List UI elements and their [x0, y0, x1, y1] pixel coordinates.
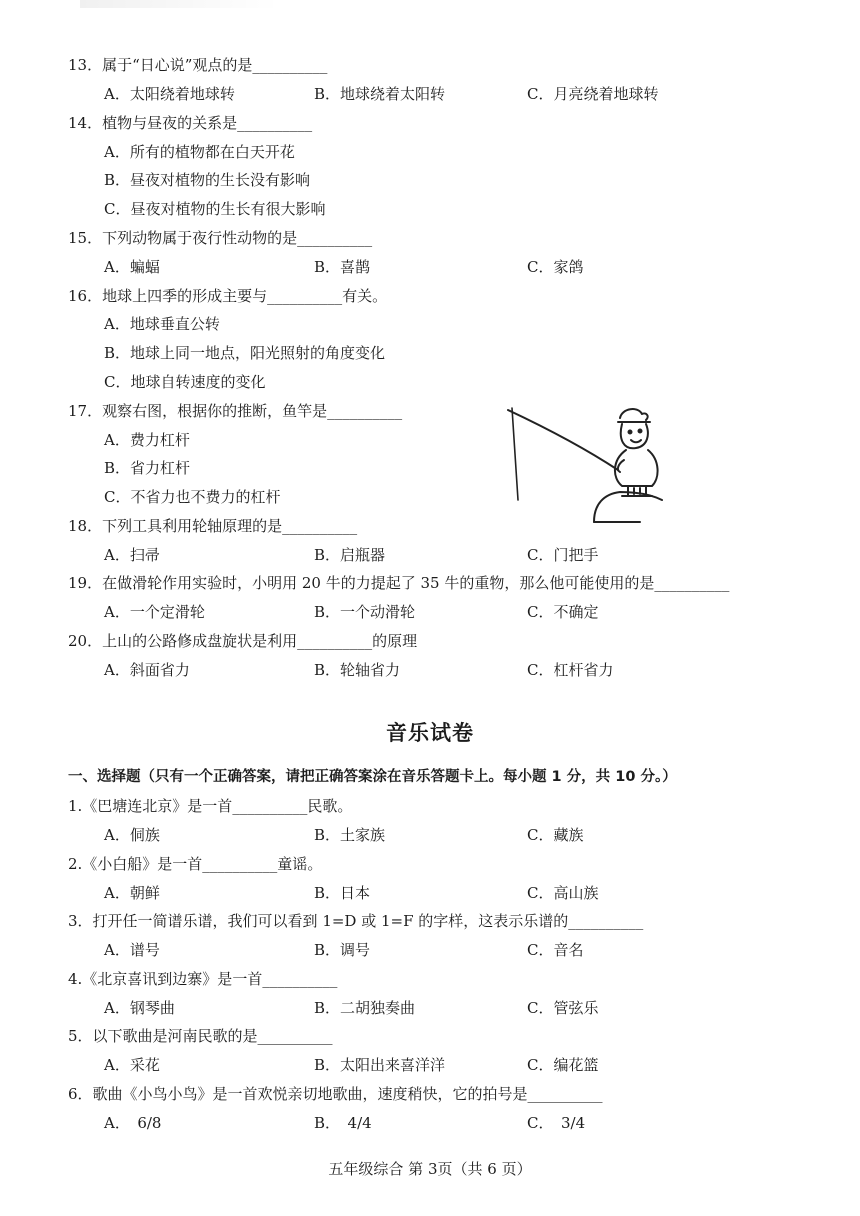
q19-option-c: C．不确定 — [527, 603, 599, 621]
music-q3-option-c: C．音名 — [527, 941, 584, 959]
q14-option-a: A．所有的植物都在白天开花 — [104, 143, 295, 161]
question-18: 18．下列工具利用轮轴原理的是__________ — [68, 517, 358, 535]
music-q2-option-c: C．高山族 — [527, 884, 599, 902]
fishing-figure — [500, 400, 680, 525]
q17-option-a: A．费力杠杆 — [104, 431, 190, 449]
music-question-1: 1.《巴塘连北京》是一首__________民歌。 — [68, 797, 353, 815]
q15-option-b: B．喜鹊 — [314, 258, 371, 276]
music-q6-option-c: C． 3/4 — [527, 1114, 586, 1132]
music-q2-option-a: A．朝鲜 — [104, 884, 160, 902]
music-section-title: 音乐试卷 — [386, 721, 474, 745]
music-section-heading: 一、选择题（只有一个正确答案，请把正确答案涂在音乐答题卡上。每小题 1 分，共 10 分。） — [68, 769, 677, 785]
music-question-2: 2.《小白船》是一首__________童谣。 — [68, 855, 323, 873]
music-q4-option-b: B．二胡独奏曲 — [314, 999, 416, 1017]
q16-option-c: C．地球自转速度的变化 — [104, 373, 266, 391]
q13-option-b: B．地球绕着太阳转 — [314, 85, 446, 103]
question-17: 17．观察右图，根据你的推断，鱼竿是__________ — [68, 402, 403, 420]
q19-option-a: A．一个定滑轮 — [104, 603, 205, 621]
q19-option-b: B．一个动滑轮 — [314, 603, 416, 621]
music-q6-option-b: B． 4/4 — [314, 1114, 372, 1132]
q20-option-a: A．斜面省力 — [104, 661, 190, 679]
q13-option-c: C．月亮绕着地球转 — [527, 85, 659, 103]
music-q4-option-a: A．钢琴曲 — [104, 999, 175, 1017]
page-footer: 五年级综合 第 3页（共 6 页） — [328, 1160, 532, 1178]
q20-option-c: C．杠杆省力 — [527, 661, 614, 679]
music-question-3: 3．打开任一简谱乐谱，我们可以看到 1=D 或 1=F 的字样，这表示乐谱的__________ — [68, 912, 644, 930]
music-q3-option-b: B．调号 — [314, 941, 371, 959]
question-19: 19．在做滑轮作用实验时，小明用 20 牛的力提起了 35 牛的重物，那么他可能使用的是__________ — [68, 574, 730, 592]
music-question-5: 5．以下歌曲是河南民歌的是__________ — [68, 1027, 333, 1045]
music-q5-option-b: B．太阳出来喜洋洋 — [314, 1056, 446, 1074]
q18-option-a: A．扫帚 — [104, 546, 160, 564]
music-question-4: 4.《北京喜讯到边寨》是一首__________ — [68, 970, 338, 988]
music-q6-option-a: A． 6/8 — [104, 1114, 162, 1132]
question-15: 15．下列动物属于夜行性动物的是__________ — [68, 229, 373, 247]
q13-option-a: A．太阳绕着地球转 — [104, 85, 235, 103]
q16-option-b: B．地球上同一地点，阳光照射的角度变化 — [104, 344, 386, 362]
music-q1-option-a: A．侗族 — [104, 826, 160, 844]
question-13: 13．属于“日心说”观点的是__________ — [68, 56, 328, 74]
music-q5-option-c: C．编花篮 — [527, 1056, 599, 1074]
question-20: 20．上山的公路修成盘旋状是利用__________的原理 — [68, 632, 418, 650]
q15-option-a: A．蝙蝠 — [104, 258, 160, 276]
music-q2-option-b: B．日本 — [314, 884, 371, 902]
q20-option-b: B．轮轴省力 — [314, 661, 401, 679]
q16-option-a: A．地球垂直公转 — [104, 315, 220, 333]
scan-smudge — [80, 0, 280, 8]
music-q5-option-a: A．采花 — [104, 1056, 160, 1074]
q18-option-b: B．启瓶器 — [314, 546, 386, 564]
question-14: 14．植物与昼夜的关系是__________ — [68, 114, 313, 132]
q14-option-b: B．昼夜对植物的生长没有影响 — [104, 171, 311, 189]
music-q1-option-b: B．土家族 — [314, 826, 386, 844]
music-q3-option-a: A．谱号 — [104, 941, 160, 959]
q14-option-c: C．昼夜对植物的生长有很大影响 — [104, 200, 326, 218]
q17-option-b: B．省力杠杆 — [104, 459, 191, 477]
q17-option-c: C．不省力也不费力的杠杆 — [104, 488, 281, 506]
question-16: 16．地球上四季的形成主要与__________有关。 — [68, 287, 388, 305]
music-question-6: 6．歌曲《小鸟小鸟》是一首欢悦亲切地歌曲，速度稍快，它的拍号是__________ — [68, 1085, 603, 1103]
q18-option-c: C．门把手 — [527, 546, 599, 564]
music-q1-option-c: C．藏族 — [527, 826, 584, 844]
q15-option-c: C．家鸽 — [527, 258, 584, 276]
music-q4-option-c: C．管弦乐 — [527, 999, 599, 1017]
